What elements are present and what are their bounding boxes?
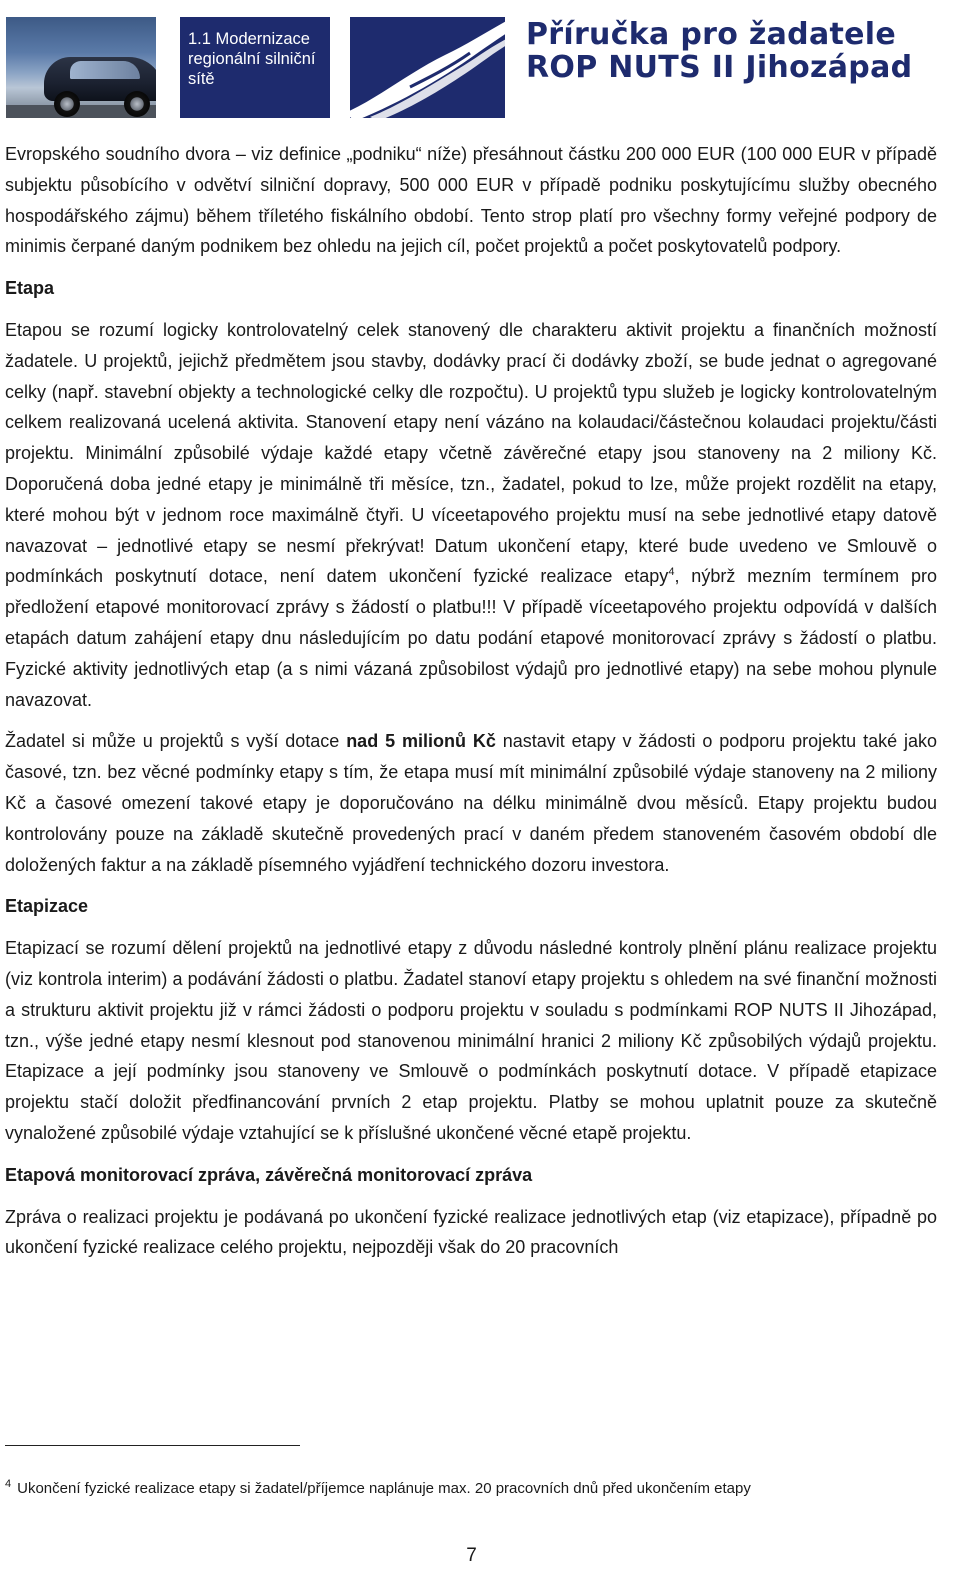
program-title-line: sítě xyxy=(188,70,215,88)
brand-title-line: ROP NUTS II Jihozápad xyxy=(526,50,913,85)
paragraph-etapizace: Etapizací se rozumí dělení projektů na jednotlivé etapy z důvodu následné kontroly plnění plánu realizace projektu (viz kontrola interim) a podávání žádosti o platbu. Žadatel stanoví etapy projektu s ohledem na své finanční možnosti a strukturu aktivit projektu již v rámci žádosti o podporu projektu v souladu s podmínkami ROP NUTS II Jihozápad, tzn., výše jedné etapy nesmí klesnout pod stanovenou minimální hranici 2 miliony Kč způsobilých výdajů projektu. Etapizace a její podmínky jsou stanoveny ve Smlouvě o podmínkách poskytnutí dotace. V případě etapizace projektu stačí doložit předfinancování prvních 2 etap projektu. Platby se mohou uplatnit pouze za skutečně vynaložené způsobilé výdaje vztahující se k příslušné ukončené věcné etapě projektu. xyxy=(5,938,937,1143)
program-title-box xyxy=(180,17,330,118)
paragraph-monitoring-report: Zpráva o realizaci projektu je podávaná po ukončení fyzické realizace jednotlivých etap (viz etapizace), případně po ukončení fyzické realizace celého projektu, nejpozději však do 20 pracovních xyxy=(5,1206,937,1258)
car-photo xyxy=(6,17,156,118)
brush-stroke-icon xyxy=(350,17,505,118)
document-body xyxy=(5,139,937,1263)
car-wheel-front xyxy=(54,91,80,117)
emphasis-amount: nad 5 milionů Kč xyxy=(346,731,496,752)
etapa-text-part: , nýbrž mezním termínem pro předložení etapové monitorovací zprávy s žádostí o platbu!!! V případě víceetapového projektu odpovídá v dalších etapách datum zahájení etapy dnu následujícím po datu podání etapové monitorovací zprávy s žádostí o platbu. Fyzické aktivity jednotlivých etap (a s nimi vázaná způsobilost výdajů pro jednotlivé etapy) na sebe mohou plynule navazovat. xyxy=(5,566,937,710)
heading-etapizace: Etapizace xyxy=(5,896,89,917)
etapa-text-part: Žadatel si může u projektů s vyší dotace xyxy=(5,731,347,752)
brush-logo xyxy=(350,17,505,118)
paragraph-de-minimis: Evropského soudního dvora – viz definice „podniku“ níže) přesáhnout částku 200 000 EUR (100 000 EUR v případě subjektu působícího v odvětví silniční dopravy, 500 000 EUR v případě podniku poskytujícímu služby obecného hospodářského zájmu) během tříletého fiskálního období. Tento strop platí pro všechny formy veřejné podpory de minimis čerpané daným podnikem bez ohledu na jejich cíl, počet projektů a počet poskytovatelů podpory. xyxy=(5,144,937,257)
footnote-separator xyxy=(5,1445,300,1446)
car-wheel-rear xyxy=(124,91,150,117)
header-banner xyxy=(0,0,960,122)
program-title-line: 1.1 Modernizace xyxy=(188,30,310,48)
paragraph-etapa-definition xyxy=(5,315,937,715)
heading-monitoring-report: Etapová monitorovací zpráva, závěrečná monitorovací zpráva xyxy=(5,1164,533,1185)
car-window-shape xyxy=(70,61,140,79)
heading-etapa: Etapa xyxy=(5,278,55,299)
footnote-reference: 4 xyxy=(668,566,675,579)
footnote-mark: 4 xyxy=(5,1478,12,1490)
program-title xyxy=(188,29,316,89)
program-title-line: regionální silniční xyxy=(188,50,316,68)
brand-title-line: Příručka pro žadatele xyxy=(526,17,897,52)
etapa-text-part: Etapou se rozumí logicky kontrolovatelný celek stanovený dle charakteru aktivit projektu a finančních možností žadatele. U projektů, jejichž předmětem jsou stavby, dodávky prací či dodávky zboží, se bude jednat o agregované celky (např. stavební objekty a technologické celky dle rozpočtu). U projektů typu služeb je logicky kontrolovatelným celkem realizovaná ucelená aktivita. Stanovení etapy není vázáno na kolaudaci/částečnou kolaudaci projektu/části projektu. Minimální způsobilé výdaje každé etapy včetně závěrečné etapy jsou stanoveny na 2 miliony Kč. Doporučená doba jedné etapy je minimálně tři měsíce, tzn., žadatel, pokud to lze, může projekt rozdělit na etapy, které mohou být v jednom roce maximálně čtyři. U víceetapového projektu musí na sebe jednotlivé etapy datově navazovat – jednotlivé etapy se nesmí překrývat! Datum ukončení etapy, které bude uvedeno ve Smlouvě o podmínkách poskytnutí dotace, není datem ukončení fyzické realizace etapy xyxy=(5,319,937,587)
etapa-text-part: nastavit etapy v žádosti o podporu projektu také jako časové, tzn. bez věcné podmínky etapy s tím, že etapa musí mít minimální způsobilé výdaje stanoveny na 2 miliony Kč a časové omezení takové etapy je doporučováno na délku minimálně dvou měsíců. Etapy projektu budou kontrolovány pouze na základě skutečně provedených prací v daném předem stanoveném časovém období dle doložených faktur a na základě písemného vyjádření technického dozoru investora. xyxy=(5,731,937,875)
page-number: 7 xyxy=(466,1545,477,1566)
footnote-text: Ukončení fyzické realizace etapy si žadatel/příjemce naplánuje max. 20 pracovních dnů před ukončením etapy xyxy=(17,1480,751,1497)
footnote xyxy=(5,1474,935,1499)
brand-title xyxy=(526,18,958,84)
paragraph-etapa-time-based xyxy=(5,726,937,880)
